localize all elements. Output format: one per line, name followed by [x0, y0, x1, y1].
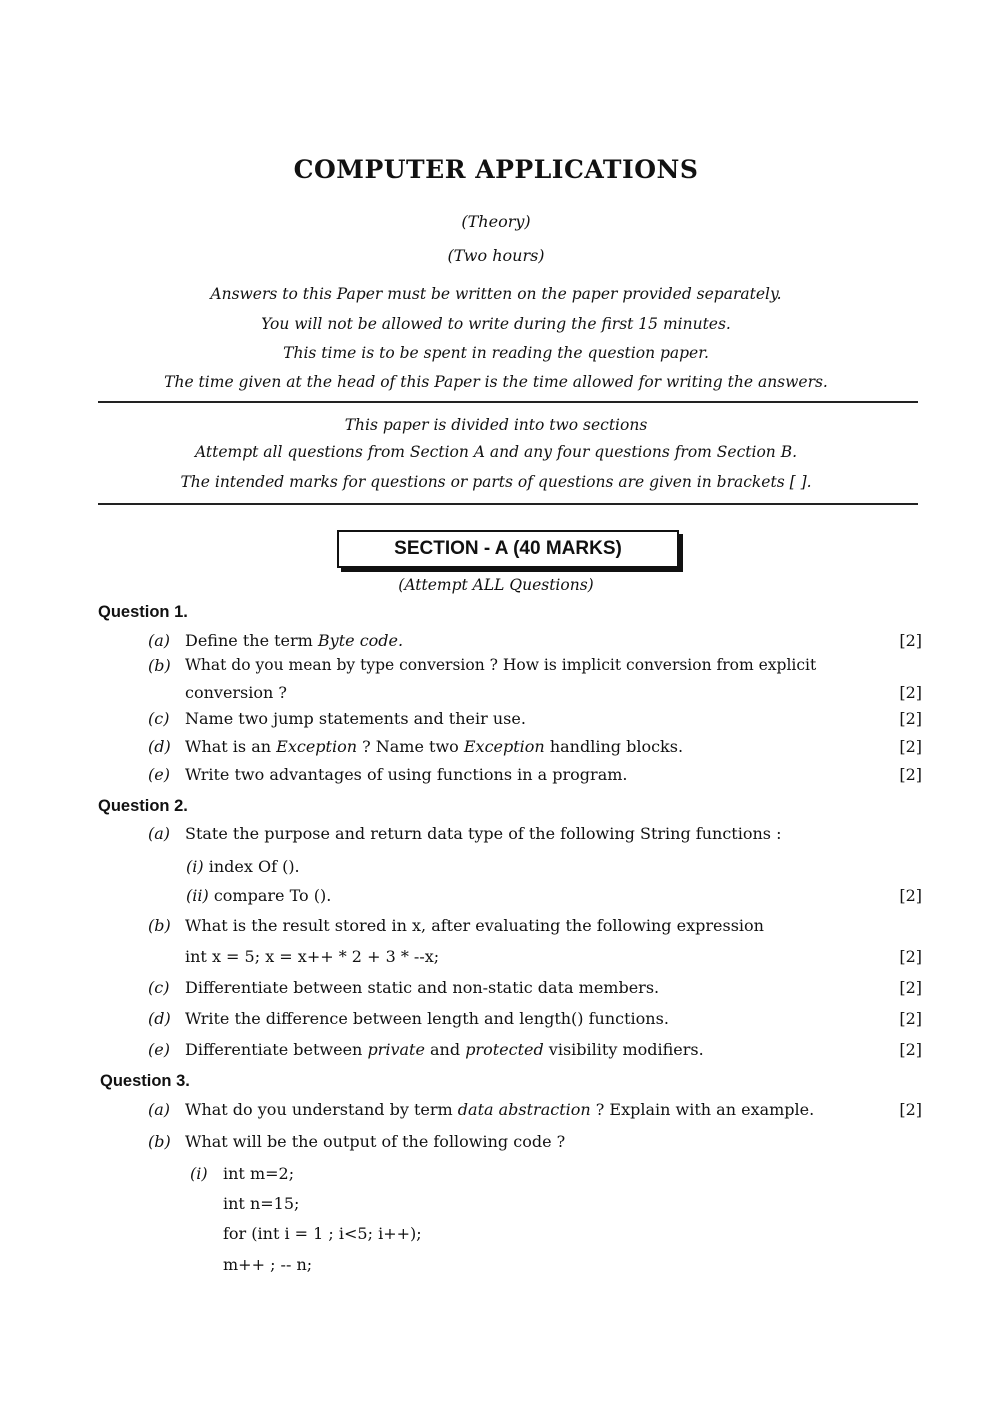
term: Exception: [463, 737, 545, 756]
marks: [2]: [899, 886, 922, 905]
marks: [2]: [899, 631, 922, 650]
sub-label: (ii): [186, 886, 209, 905]
part-label: (c): [148, 978, 170, 997]
part-text: Differentiate between static and non-static data members.: [185, 978, 660, 997]
part-label: (a): [148, 1100, 171, 1119]
term: data abstraction: [457, 1100, 591, 1119]
paper-duration: (Two hours): [447, 246, 545, 265]
term: protected: [465, 1040, 544, 1059]
code-line: int m=2;: [223, 1164, 295, 1183]
marks: [2]: [899, 1009, 922, 1028]
part-text: conversion ?: [185, 683, 287, 702]
paper-type: (Theory): [461, 212, 531, 231]
code-line: for (int i = 1 ; i<5; i++);: [223, 1224, 422, 1243]
marks: [2]: [899, 947, 922, 966]
instruction-line: This time is to be spent in reading the question paper.: [283, 344, 709, 362]
part-text: What do you understand by term: [185, 1100, 458, 1119]
sub-label: (i): [190, 1164, 208, 1183]
part-text: and: [424, 1040, 466, 1059]
part-text: Write the difference between length and length() functions.: [185, 1009, 669, 1028]
sub-text: compare To ().: [213, 886, 332, 905]
part-text: Write two advantages of using functions in a program.: [185, 765, 628, 784]
note-line: Attempt all questions from Section A and any four questions from Section B.: [194, 443, 798, 461]
code-line: int n=15;: [223, 1194, 300, 1213]
part-label: (d): [148, 1009, 171, 1028]
part-label: (c): [148, 709, 170, 728]
part-label: (a): [148, 824, 171, 843]
marks: [2]: [899, 1100, 922, 1119]
instruction-line: The time given at the head of this Paper is the time allowed for writing the answers.: [164, 373, 828, 391]
part-text: Define the term: [185, 631, 318, 650]
paper-title: COMPUTER APPLICATIONS: [293, 155, 699, 184]
note-line: This paper is divided into two sections: [344, 416, 648, 434]
divider: [98, 503, 918, 505]
question-3-heading: Question 3.: [100, 1072, 190, 1090]
section-a-subtitle: (Attempt ALL Questions): [398, 576, 594, 594]
q3-b-sub-i-label: [190, 1164, 208, 1183]
code-line: int x = 5; x = x++ * 2 + 3 * --x;: [185, 947, 440, 966]
marks: [2]: [899, 737, 922, 756]
question-1-heading: Question 1.: [98, 603, 188, 621]
q2-a-sub-i: [186, 857, 300, 876]
instruction-line: Answers to this Paper must be written on the paper provided separately.: [210, 285, 782, 303]
part-text: What will be the output of the following code ?: [185, 1132, 566, 1151]
part-text: visibility modifiers.: [543, 1040, 704, 1059]
part-text: State the purpose and return data type of the following String functions :: [185, 824, 782, 843]
part-text: ? Explain with an example.: [590, 1100, 815, 1119]
part-label: (e): [148, 765, 170, 784]
question-2-heading: Question 2.: [98, 797, 188, 815]
code-line: m++ ; -- n;: [223, 1255, 313, 1274]
marks: [2]: [899, 683, 922, 702]
section-a-title: SECTION - A (40 MARKS): [337, 530, 679, 568]
part-text: ? Name two: [357, 737, 464, 756]
sub-text: index Of ().: [208, 857, 300, 876]
part-label: (b): [148, 1132, 171, 1151]
part-label: (b): [148, 656, 171, 675]
part-label: (d): [148, 737, 171, 756]
part-text: Differentiate between: [185, 1040, 368, 1059]
part-text: What is an: [185, 737, 277, 756]
part-text: handling blocks.: [544, 737, 684, 756]
marks: [2]: [899, 978, 922, 997]
sub-label: (i): [186, 857, 204, 876]
part-label: (a): [148, 631, 171, 650]
part-text: Name two jump statements and their use.: [185, 709, 526, 728]
part-text: What is the result stored in x, after evaluating the following expression: [185, 916, 764, 935]
instruction-line: You will not be allowed to write during the first 15 minutes.: [261, 315, 731, 333]
divider: [98, 401, 918, 403]
part-text: What do you mean by type conversion ? How is implicit conversion from explicit: [185, 656, 817, 674]
part-label: (b): [148, 916, 171, 935]
term: private: [367, 1040, 425, 1059]
term: Byte code.: [317, 631, 404, 650]
note-line: The intended marks for questions or parts of questions are given in brackets [ ].: [180, 473, 812, 491]
marks: [2]: [899, 765, 922, 784]
marks: [2]: [899, 709, 922, 728]
marks: [2]: [899, 1040, 922, 1059]
part-label: (e): [148, 1040, 170, 1059]
term: Exception: [276, 737, 358, 756]
